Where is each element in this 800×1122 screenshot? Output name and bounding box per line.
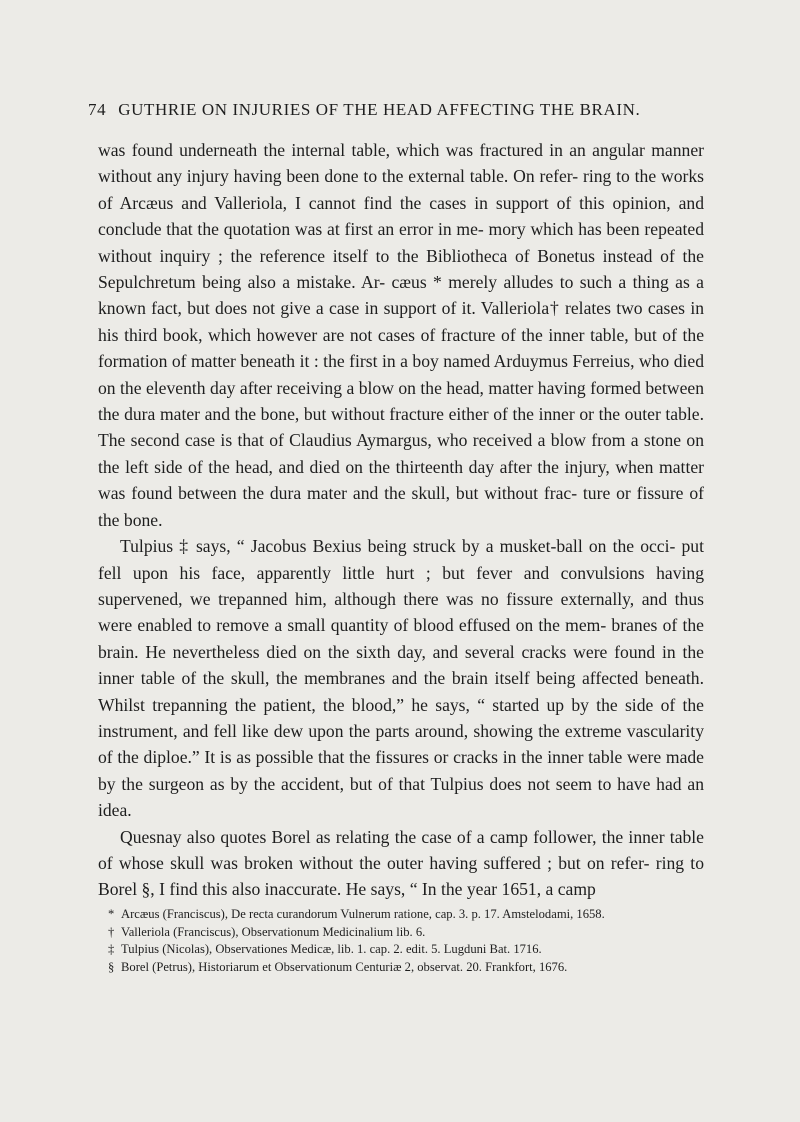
footnote [98, 941, 704, 959]
body-text [98, 137, 704, 903]
footnote-mark: * [108, 907, 115, 921]
footnote-text: Arcæus (Franciscus), De recta curandorum Vulnerum ratione, cap. 3. p. 17. Amstelodami, 1658. [121, 907, 605, 921]
running-title: GUTHRIE ON INJURIES OF THE HEAD AFFECTING THE BRAIN. [118, 100, 641, 119]
footnote-text: Borel (Petrus), Historiarum et Observationum Centuriæ 2, observat. 20. Frankfort, 1676. [121, 959, 568, 974]
footnote-text: Valleriola (Franciscus), Observationum Medicinalium lib. 6. [121, 924, 426, 939]
page-number: 74 [88, 100, 107, 119]
footnote-mark: § [108, 959, 115, 974]
paragraph: was found underneath the internal table, which was fractured in an angular manner without any injury having been done to the external table. On refer- ring to the works of Arcæus and Valleriola, I cannot find the cases in support of this opinion, and conclude that the quotation was at first an error in me- mory which has been repeated without inquiry ; the reference itself to the Bibliotheca of Bonetus instead of the Sepulchretum being also a mistake. Ar- cæus * merely alludes to such a thing as a known fact, but does not give a case in support of it. Valleriola† relates two cases in his third book, which however are not cases of fracture of the inner table, but of the formation of matter beneath it : the first in a boy named Arduymus Ferreius, who died on the eleventh day after receiving a blow on the head, matter having formed between the dura mater and the bone, but without fracture either of the inner or the outer table. The second case is that of Claudius Aymargus, who received a blow from a stone on the left side of the head, and died on the thirteenth day after the injury, when matter was found between the dura mater and the skull, but without frac- ture or fissure of the bone. [98, 140, 704, 530]
footnote [98, 959, 704, 977]
footnote-mark: ‡ [108, 942, 115, 956]
footnote-mark: † [108, 924, 115, 939]
paragraph: Quesnay also quotes Borel as relating the case of a camp follower, the inner table of whose skull was broken without the outer having suffered ; but on refer- ring to Borel §, I find this also inaccurate. He says, “ In the year 1651, a camp [98, 826, 704, 900]
footnote [98, 924, 704, 942]
footnote [98, 906, 704, 924]
paragraph: Tulpius ‡ says, “ Jacobus Bexius being struck by a musket-ball on the occi- put fell upon his face, apparently little hurt ; but fever and convulsions having supervened, we trepanned him, although there was no fissure externally, and thus were enabled to remove a small quantity of blood effused on the mem- branes of the brain. He nevertheless died on the sixth day, and several cracks were found in the inner table of the skull, the membranes and the brain itself being affected beneath. Whilst trepanning the patient, the blood,” he says, “ started up by the side of the instrument, and fell like dew upon the parts around, showing the extreme vascularity of the diploe.” It is as possible that the fissures or cracks in the inner table were made by the surgeon as by the accident, but of that Tulpius does not seem to have had an idea. [98, 536, 704, 821]
footnote-text: Tulpius (Nicolas), Observationes Medicæ, lib. 1. cap. 2. edit. 5. Lugduni Bat. 1716. [121, 942, 542, 956]
running-header [88, 100, 708, 120]
footnotes [98, 906, 704, 976]
